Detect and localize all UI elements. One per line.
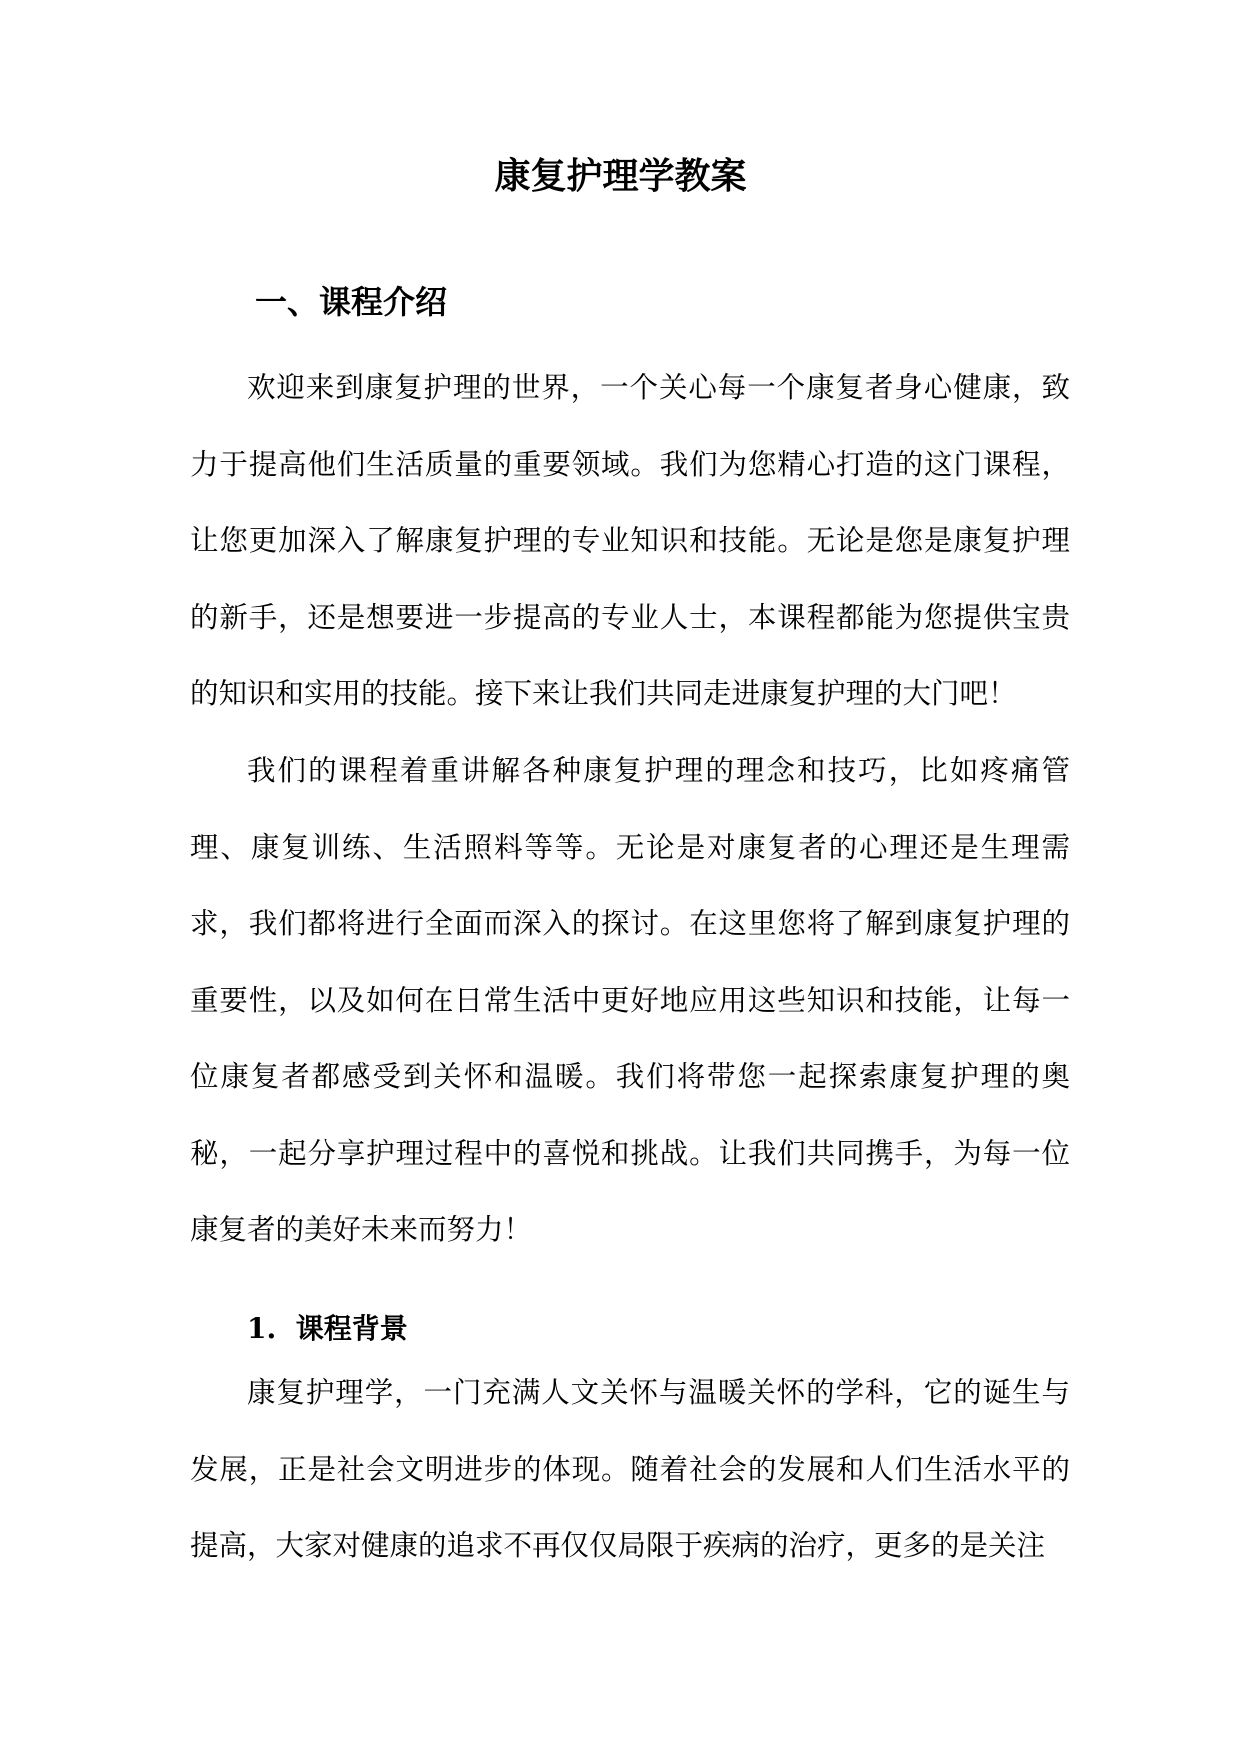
paragraph-intro-2: 我们的课程着重讲解各种康复护理的理念和技巧，比如疼痛管理、康复训练、生活照料等等。无论是对康复者的心理还是生理需求，我们都将进行全面而深入的探讨。在这里您将了解到康复护理的重要性，以及如何在日常生活中更好地应用这些知识和技能，让每一位康复者都感受到关怀和温暖。我们将带您一起探索康复护理的奥秘，一起分享护理过程中的喜悦和挑战。让我们共同携手，为每一位康复者的美好未来而努力！ (190, 754, 1070, 1246)
paragraph-intro-1: 欢迎来到康复护理的世界，一个关心每一个康复者身心健康，致力于提高他们生活质量的重要领域。我们为您精心打造的这门课程，让您更加深入了解康复护理的专业知识和技能。无论是您是康复护理的新手，还是想要进一步提高的专业人士，本课程都能为您提供宝贵的知识和实用的技能。接下来让我们共同走进康复护理的大门吧！ (190, 371, 1070, 710)
section-heading-course-intro: 一、课程介绍 (255, 283, 448, 321)
paragraph-background-1: 康复护理学，一门充满人文关怀与温暖关怀的学科，它的诞生与发展，正是社会文明进步的体现。随着社会的发展和人们生活水平的提高，大家对健康的追求不再仅仅局限于疾病的治疗，更多的是关注 (190, 1376, 1070, 1562)
document-title: 康复护理学教案 (494, 155, 747, 197)
subsection-heading-course-background: 1. 课程背景 (247, 1312, 408, 1345)
